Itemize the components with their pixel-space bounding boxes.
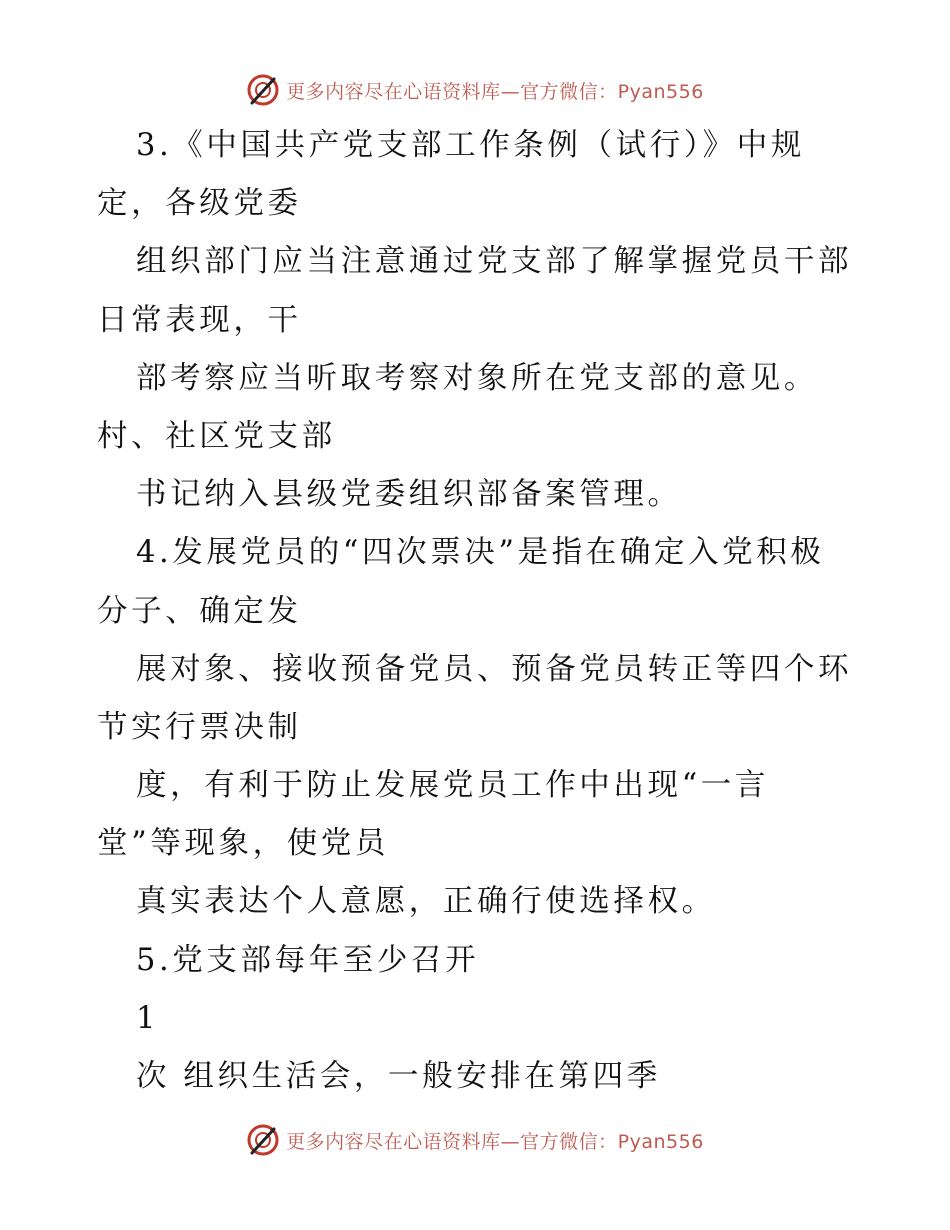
logo-icon <box>246 73 280 107</box>
text-line: 4.发展党员的“四次票决”是指在确定入党积极 <box>136 535 825 571</box>
text-line: 日常表现，干 <box>97 302 302 338</box>
text-line: 5.党支部每年至少召开 <box>136 942 480 978</box>
text-line: 度，有利于防止发展党员工作中出现“一言 <box>136 768 769 804</box>
text-line: 定，各级党委 <box>97 186 302 222</box>
footer-banner-text: 更多内容尽在心语资料库—官方微信：Pyan556 <box>286 1130 704 1153</box>
document-body <box>97 117 897 1106</box>
text-line: 组织部门应当注意通过党支部了解掌握党员干部 <box>136 244 853 280</box>
text-line: 展对象、接收预备党员、预备党员转正等四个环 <box>136 651 853 687</box>
logo-icon <box>246 1123 280 1157</box>
text-line: 3.《中国共产党支部工作条例（试行）》中规 <box>136 128 805 163</box>
text-line: 分子、确定发 <box>97 593 302 629</box>
text-line: 1 <box>136 1000 160 1036</box>
text-line: 真实表达个人意愿，正确行使选择权。 <box>136 884 716 920</box>
footer-banner <box>0 1120 950 1160</box>
text-line: 次 组织生活会，一般安排在第四季 <box>136 1059 661 1094</box>
text-line: 节实行票决制 <box>97 709 302 745</box>
header-banner-text: 更多内容尽在心语资料库—官方微信：Pyan556 <box>286 80 704 103</box>
text-line: 村、社区党支部 <box>97 418 336 454</box>
text-line: 堂”等现象，使党员 <box>97 826 389 862</box>
header-banner <box>0 70 950 110</box>
text-line: 部考察应当听取考察对象所在党支部的意见。 <box>136 360 818 396</box>
text-line: 书记纳入县级党委组织部备案管理。 <box>136 477 682 513</box>
